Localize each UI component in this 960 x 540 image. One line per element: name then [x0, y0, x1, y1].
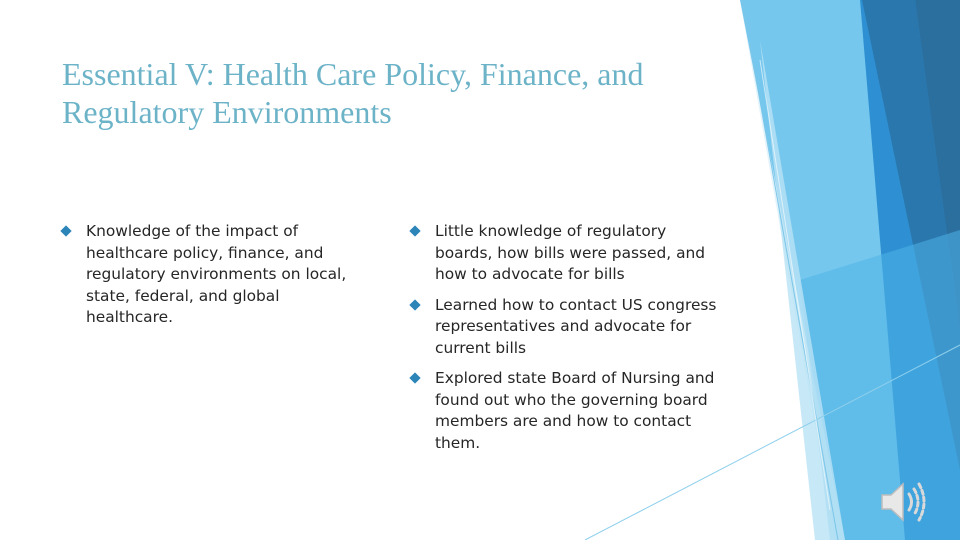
speaker-body	[882, 484, 903, 520]
diamond-bullet-icon	[409, 299, 420, 310]
speaker-icon[interactable]	[878, 478, 928, 526]
slide-title: Essential V: Health Care Policy, Finance, and Regulatory Environments	[62, 56, 644, 130]
list-item	[411, 295, 721, 360]
bullet-text: Knowledge of the impact of healthcare policy, finance, and regulatory environments on local, state, federal, and global healthcare.	[86, 222, 347, 326]
left-bullet-list	[62, 221, 362, 338]
list-item	[411, 368, 721, 454]
diamond-bullet-icon	[409, 372, 420, 383]
speaker-wave-2	[914, 489, 918, 515]
diamond-bullet-icon	[60, 225, 71, 236]
diamond-bullet-icon	[409, 225, 420, 236]
bullet-text: Explored state Board of Nursing and found out who the governing board members are and how to contact them.	[435, 369, 715, 452]
bullet-text: Little knowledge of regulatory boards, how bills were passed, and how to advocate for bills	[435, 222, 706, 283]
list-item	[411, 221, 721, 286]
bullet-text: Learned how to contact US congress representatives and advocate for current bills	[435, 295, 717, 357]
list-item	[62, 221, 362, 329]
speaker-wave-1	[909, 494, 912, 510]
right-bullet-list	[411, 221, 721, 463]
speaker-wave-3	[919, 484, 924, 520]
